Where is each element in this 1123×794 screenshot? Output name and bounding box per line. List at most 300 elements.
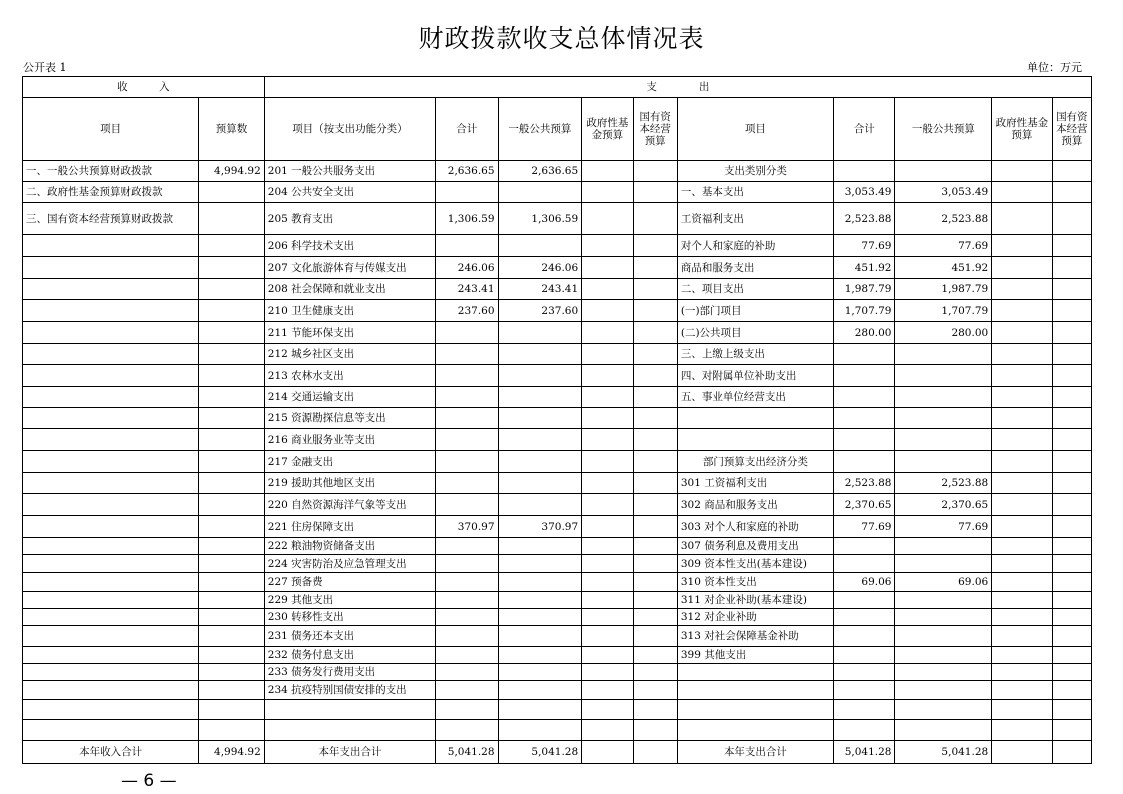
- header-item-by-function: 项目（按支出功能分类）: [264, 98, 435, 161]
- expense-general: [895, 429, 992, 451]
- function-total-label: 本年支出合计: [264, 741, 435, 764]
- function-gov-fund: [582, 720, 633, 741]
- expense-state-capital: [1052, 516, 1091, 538]
- form-code: 公开表 1: [23, 61, 67, 74]
- expense-general: [895, 538, 992, 555]
- income-item: [23, 257, 199, 279]
- function-general: [498, 609, 582, 626]
- expense-item: 对个人和家庭的补助: [677, 235, 833, 257]
- function-item: 234 抗疫特别国债安排的支出: [264, 681, 435, 700]
- expense-item: [677, 664, 833, 681]
- expense-item: 支出类别分类: [677, 161, 833, 182]
- income-budget: [199, 626, 264, 647]
- function-item: 224 灾害防治及应急管理支出: [264, 555, 435, 573]
- income-budget: [199, 720, 264, 741]
- table-row: [23, 344, 1092, 365]
- expense-total: 280.00: [834, 322, 895, 344]
- function-state-capital: [633, 203, 677, 235]
- table-row: [23, 182, 1092, 203]
- expense-general: [895, 555, 992, 573]
- income-item: [23, 429, 199, 451]
- expense-general: [895, 387, 992, 408]
- expense-gov-fund: [992, 257, 1052, 279]
- function-total: [436, 647, 498, 664]
- expense-state-capital: [1052, 494, 1091, 516]
- function-general: 243.41: [498, 279, 582, 300]
- function-gov-fund: [582, 555, 633, 573]
- expense-state-capital: [1052, 700, 1091, 720]
- income-budget: [199, 609, 264, 626]
- expense-gov-fund: [992, 279, 1052, 300]
- budget-table: [22, 76, 1092, 764]
- function-item: 227 预备费: [264, 573, 435, 592]
- function-total: [436, 700, 498, 720]
- header-gov-fund: 政府性基金预算: [582, 98, 633, 161]
- function-state-capital: [633, 516, 677, 538]
- expense-state-capital: [1052, 365, 1091, 387]
- expense-item: 部门预算支出经济分类: [677, 451, 833, 473]
- expense-item: 303 对个人和家庭的补助: [677, 516, 833, 538]
- function-item: 216 商业服务业等支出: [264, 429, 435, 451]
- expense-gov-fund: [992, 322, 1052, 344]
- function-item: 230 转移性支出: [264, 609, 435, 626]
- expense-gov-fund: [992, 451, 1052, 473]
- income-item: [23, 626, 199, 647]
- function-gov-fund: [582, 573, 633, 592]
- table-row: [23, 681, 1092, 700]
- expense-gov-fund: [992, 626, 1052, 647]
- function-total: [436, 573, 498, 592]
- income-item: [23, 279, 199, 300]
- function-total: [436, 664, 498, 681]
- function-gov-fund: [582, 408, 633, 429]
- income-budget: [199, 494, 264, 516]
- income-item: [23, 365, 199, 387]
- function-general: [498, 473, 582, 494]
- function-state-capital: [633, 387, 677, 408]
- function-total-sum: 5,041.28: [436, 741, 498, 764]
- function-state-capital: [633, 344, 677, 365]
- function-gov-fund: [582, 161, 633, 182]
- function-state-capital: [633, 429, 677, 451]
- function-state-capital: [633, 626, 677, 647]
- expense-state-capital: [1052, 626, 1091, 647]
- header-item-2: 项目: [677, 98, 833, 161]
- expense-state-capital: [1052, 664, 1091, 681]
- function-gov-fund: [582, 626, 633, 647]
- expense-general: [895, 700, 992, 720]
- expense-item: [677, 681, 833, 700]
- function-total: [436, 365, 498, 387]
- function-gov-fund: [582, 647, 633, 664]
- income-budget: [199, 235, 264, 257]
- function-state-capital: [633, 365, 677, 387]
- expense-total-sum: 5,041.28: [834, 741, 895, 764]
- function-item: 204 公共安全支出: [264, 182, 435, 203]
- function-gov-fund: [582, 609, 633, 626]
- expense-item: (二)公共项目: [677, 322, 833, 344]
- expense-gov-fund: [992, 609, 1052, 626]
- expense-state-capital: [1052, 681, 1091, 700]
- expense-state-capital: [1052, 609, 1091, 626]
- page-number: — 6 —: [121, 771, 177, 791]
- expense-general: 69.06: [895, 573, 992, 592]
- function-item: 201 一般公共服务支出: [264, 161, 435, 182]
- expense-gov-fund: [992, 408, 1052, 429]
- function-general: [498, 182, 582, 203]
- function-state-capital: [633, 609, 677, 626]
- function-general: [498, 647, 582, 664]
- function-general: [498, 451, 582, 473]
- expense-total: 1,987.79: [834, 279, 895, 300]
- unit-label: 单位：万元: [1027, 61, 1082, 74]
- function-general: [498, 387, 582, 408]
- header-general-budget: 一般公共预算: [498, 98, 582, 161]
- expense-total: [834, 387, 895, 408]
- function-item: 206 科学技术支出: [264, 235, 435, 257]
- table-row: [23, 647, 1092, 664]
- expense-state-capital: [1052, 344, 1091, 365]
- function-general: [498, 573, 582, 592]
- expense-general: [895, 647, 992, 664]
- function-total: [436, 451, 498, 473]
- function-general: [498, 494, 582, 516]
- table-row: [23, 203, 1092, 235]
- expense-item: 307 债务利息及费用支出: [677, 538, 833, 555]
- expense-state-capital: [1052, 235, 1091, 257]
- function-general: [498, 681, 582, 700]
- function-gov-fund: [582, 681, 633, 700]
- function-state-capital: [633, 573, 677, 592]
- income-item: [23, 300, 199, 322]
- expense-gov-fund: [992, 161, 1052, 182]
- expense-item: 309 资本性支出(基本建设): [677, 555, 833, 573]
- expense-item: [677, 700, 833, 720]
- function-general: [498, 429, 582, 451]
- function-item: 214 交通运输支出: [264, 387, 435, 408]
- expense-general: 2,370.65: [895, 494, 992, 516]
- expense-state-capital: [1052, 300, 1091, 322]
- expense-state-capital: [1052, 161, 1091, 182]
- function-general-sum: 5,041.28: [498, 741, 582, 764]
- expense-general-sum: 5,041.28: [895, 741, 992, 764]
- function-general: 370.97: [498, 516, 582, 538]
- header-total: 合计: [436, 98, 498, 161]
- function-item: 229 其他支出: [264, 592, 435, 609]
- income-budget: [199, 182, 264, 203]
- function-general: [498, 322, 582, 344]
- expense-item: 302 商品和服务支出: [677, 494, 833, 516]
- expense-total: [834, 555, 895, 573]
- table-row: [23, 626, 1092, 647]
- function-general: [498, 626, 582, 647]
- income-budget: [199, 647, 264, 664]
- function-gov-fund: [582, 451, 633, 473]
- income-budget: [199, 664, 264, 681]
- income-budget: [199, 555, 264, 573]
- expense-item: (一)部门项目: [677, 300, 833, 322]
- function-item: 219 援助其他地区支出: [264, 473, 435, 494]
- function-general: [498, 664, 582, 681]
- expense-state-capital: [1052, 279, 1091, 300]
- function-state-capital: [633, 408, 677, 429]
- function-general: 2,636.65: [498, 161, 582, 182]
- income-budget: [199, 592, 264, 609]
- function-item: 221 住房保障支出: [264, 516, 435, 538]
- income-item: [23, 681, 199, 700]
- income-item: [23, 451, 199, 473]
- function-gov-fund: [582, 494, 633, 516]
- group-header-row: [23, 77, 1092, 98]
- income-item: [23, 387, 199, 408]
- table-row: [23, 429, 1092, 451]
- function-gov-fund: [582, 516, 633, 538]
- expense-state-capital: [1052, 182, 1091, 203]
- expense-general: [895, 451, 992, 473]
- function-gov-fund: [582, 664, 633, 681]
- function-total: [436, 609, 498, 626]
- function-state-capital: [633, 182, 677, 203]
- expense-item: 三、上缴上级支出: [677, 344, 833, 365]
- income-item: [23, 473, 199, 494]
- header-total-2: 合计: [834, 98, 895, 161]
- expense-gov-fund: [992, 720, 1052, 741]
- function-state-capital: [633, 279, 677, 300]
- function-total: [436, 182, 498, 203]
- function-general: 1,306.59: [498, 203, 582, 235]
- expense-total: 2,370.65: [834, 494, 895, 516]
- function-item: 211 节能环保支出: [264, 322, 435, 344]
- expense-gov-fund: [992, 429, 1052, 451]
- function-state-capital: [633, 235, 677, 257]
- function-item: 208 社会保障和就业支出: [264, 279, 435, 300]
- function-total: 370.97: [436, 516, 498, 538]
- table-row: [23, 573, 1092, 592]
- function-total: [436, 494, 498, 516]
- function-state-capital: [633, 300, 677, 322]
- function-gov-fund: [582, 235, 633, 257]
- function-total: [436, 720, 498, 741]
- income-budget: [199, 279, 264, 300]
- function-state-capital: [633, 555, 677, 573]
- function-gov-fund: [582, 182, 633, 203]
- expense-total: [834, 664, 895, 681]
- expense-item: 一、基本支出: [677, 182, 833, 203]
- expense-general: [895, 592, 992, 609]
- table-row: [23, 473, 1092, 494]
- expense-item: 313 对社会保障基金补助: [677, 626, 833, 647]
- table-row: [23, 592, 1092, 609]
- expense-gov-fund: [992, 235, 1052, 257]
- expense-state-capital: [1052, 473, 1091, 494]
- function-gov-fund: [582, 387, 633, 408]
- function-state-capital: [633, 257, 677, 279]
- expense-general: [895, 626, 992, 647]
- function-item: 220 自然资源海洋气象等支出: [264, 494, 435, 516]
- function-state-capital: [633, 592, 677, 609]
- income-budget: [199, 573, 264, 592]
- expense-gov-fund: [992, 494, 1052, 516]
- expense-state-capital-sum: [1052, 741, 1091, 764]
- function-gov-fund-sum: [582, 741, 633, 764]
- expense-total: [834, 344, 895, 365]
- function-general: [498, 538, 582, 555]
- table-row: [23, 365, 1092, 387]
- income-item: [23, 516, 199, 538]
- function-general: [498, 365, 582, 387]
- expense-total: [834, 161, 895, 182]
- expense-general: [895, 720, 992, 741]
- table-row: [23, 161, 1092, 182]
- expense-gov-fund: [992, 592, 1052, 609]
- function-item: 232 债务付息支出: [264, 647, 435, 664]
- function-item: 215 资源勘探信息等支出: [264, 408, 435, 429]
- expense-gov-fund: [992, 387, 1052, 408]
- income-budget: [199, 429, 264, 451]
- function-total: [436, 626, 498, 647]
- function-total: [436, 473, 498, 494]
- table-row: [23, 516, 1092, 538]
- function-gov-fund: [582, 203, 633, 235]
- function-total: [436, 408, 498, 429]
- income-item: [23, 573, 199, 592]
- expense-total: [834, 609, 895, 626]
- header-item: 项目: [23, 98, 199, 161]
- income-budget: [199, 700, 264, 720]
- income-budget: [199, 516, 264, 538]
- expense-gov-fund: [992, 664, 1052, 681]
- expense-total: [834, 429, 895, 451]
- function-item: 205 教育支出: [264, 203, 435, 235]
- expense-gov-fund: [992, 516, 1052, 538]
- expense-total: [834, 408, 895, 429]
- expense-total: [834, 626, 895, 647]
- table-row: [23, 720, 1092, 741]
- income-item: 三、国有资本经营预算财政拨款: [23, 203, 199, 235]
- function-general: [498, 235, 582, 257]
- expense-item: [677, 408, 833, 429]
- expense-state-capital: [1052, 720, 1091, 741]
- function-state-capital: [633, 647, 677, 664]
- expense-total: [834, 538, 895, 555]
- expense-item: [677, 720, 833, 741]
- expense-total: 2,523.88: [834, 473, 895, 494]
- income-budget: [199, 365, 264, 387]
- income-budget: [199, 681, 264, 700]
- expense-gov-fund: [992, 573, 1052, 592]
- expense-total: [834, 681, 895, 700]
- function-item: 217 金融支出: [264, 451, 435, 473]
- expense-gov-fund: [992, 700, 1052, 720]
- function-general: [498, 720, 582, 741]
- expense-total: 3,053.49: [834, 182, 895, 203]
- function-gov-fund: [582, 344, 633, 365]
- income-item: [23, 555, 199, 573]
- function-item: 210 卫生健康支出: [264, 300, 435, 322]
- income-item: [23, 322, 199, 344]
- income-item: [23, 664, 199, 681]
- column-header-row: [23, 98, 1092, 161]
- table-row: [23, 609, 1092, 626]
- function-general: [498, 344, 582, 365]
- expense-state-capital: [1052, 538, 1091, 555]
- income-budget: [199, 300, 264, 322]
- table-row: [23, 538, 1092, 555]
- header-budget: 预算数: [199, 98, 264, 161]
- function-item: [264, 700, 435, 720]
- expense-general: 2,523.88: [895, 473, 992, 494]
- income-item: [23, 408, 199, 429]
- income-budget: [199, 408, 264, 429]
- function-total: [436, 387, 498, 408]
- expense-group-header: 支 出: [264, 77, 1091, 98]
- expense-state-capital: [1052, 573, 1091, 592]
- expense-general: [895, 408, 992, 429]
- income-budget: [199, 322, 264, 344]
- income-budget: [199, 387, 264, 408]
- expense-total-label: 本年支出合计: [677, 741, 833, 764]
- table-row: [23, 257, 1092, 279]
- function-gov-fund: [582, 365, 633, 387]
- function-state-capital: [633, 664, 677, 681]
- function-total: [436, 322, 498, 344]
- income-budget: [199, 538, 264, 555]
- table-row: [23, 451, 1092, 473]
- expense-gov-fund: [992, 473, 1052, 494]
- expense-gov-fund: [992, 538, 1052, 555]
- income-total-label: 本年收入合计: [23, 741, 199, 764]
- function-total: 246.06: [436, 257, 498, 279]
- expense-gov-fund: [992, 555, 1052, 573]
- function-gov-fund: [582, 300, 633, 322]
- function-item: 231 债务还本支出: [264, 626, 435, 647]
- function-gov-fund: [582, 322, 633, 344]
- function-gov-fund: [582, 429, 633, 451]
- function-total: [436, 429, 498, 451]
- function-total: 237.60: [436, 300, 498, 322]
- expense-gov-fund: [992, 365, 1052, 387]
- table-row: [23, 664, 1092, 681]
- expense-state-capital: [1052, 387, 1091, 408]
- function-state-capital: [633, 473, 677, 494]
- header-general-budget-2: 一般公共预算: [895, 98, 992, 161]
- income-budget: [199, 344, 264, 365]
- function-item: 213 农林水支出: [264, 365, 435, 387]
- expense-general: [895, 344, 992, 365]
- expense-item: 301 工资福利支出: [677, 473, 833, 494]
- expense-item: 311 对企业补助(基本建设): [677, 592, 833, 609]
- expense-general: 77.69: [895, 235, 992, 257]
- income-item: [23, 494, 199, 516]
- function-gov-fund: [582, 473, 633, 494]
- expense-item: 二、项目支出: [677, 279, 833, 300]
- function-general: [498, 555, 582, 573]
- expense-total: 451.92: [834, 257, 895, 279]
- function-gov-fund: [582, 700, 633, 720]
- expense-general: 1,707.79: [895, 300, 992, 322]
- income-item: [23, 609, 199, 626]
- table-row: [23, 300, 1092, 322]
- expense-state-capital: [1052, 203, 1091, 235]
- function-state-capital: [633, 451, 677, 473]
- function-item: 233 债务发行费用支出: [264, 664, 435, 681]
- income-item: 一、一般公共预算财政拨款: [23, 161, 199, 182]
- expense-total: 77.69: [834, 235, 895, 257]
- function-item: 222 粮油物资储备支出: [264, 538, 435, 555]
- expense-total: [834, 647, 895, 664]
- function-item: 207 文化旅游体育与传媒支出: [264, 257, 435, 279]
- income-item: 二、政府性基金预算财政拨款: [23, 182, 199, 203]
